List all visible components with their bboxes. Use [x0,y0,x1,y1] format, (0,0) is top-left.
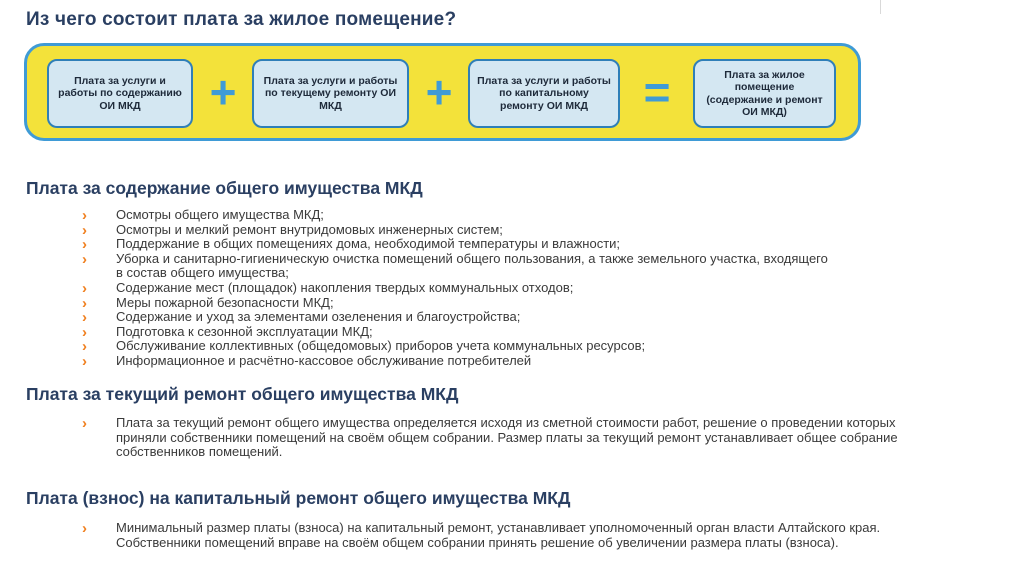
list-item: › Минимальный размер платы (взноса) на капитальный ремонт, устанавливает уполномоченный орган власти Алтайского края. Собственники помещений вправе на своём общем собрании принять решение об увеличении размера платы (взноса). [82,520,881,550]
list-item: › Содержание и уход за элементами озеленения и благоустройства; [82,309,521,327]
section-heading-maintenance: Плата за содержание общего имущества МКД [26,178,423,198]
formula-box-current-repair: Плата за услуги и работы по текущему ремонту ОИ МКД [252,59,409,128]
section-heading-capital-repair: Плата (взнос) на капитальный ремонт общего имущества МКД [26,488,571,508]
chevron-right-icon: › [82,352,87,370]
chevron-right-icon: › [82,309,87,327]
chevron-right-icon: › [82,415,87,432]
plus-icon: + [425,66,453,118]
chevron-right-icon: › [82,323,87,341]
list-item: › Меры пожарной безопасности МКД; [82,294,334,312]
chevron-right-icon: › [82,221,87,239]
maintenance-list [82,208,836,369]
list-item: › Информационное и расчётно-кассовое обслуживание потребителей [82,352,532,370]
list-item: › Уборка и санитарно-гигиеническую очистка помещений общего пользования, а также земельного участка, входящего в состав общего имущества; [82,250,828,281]
section-heading-current-repair: Плата за текущий ремонт общего имущества МКД [26,384,459,404]
list-item: › Поддержание в общих помещениях дома, необходимой температуры и влажности; [82,236,621,254]
page-title: Из чего состоит плата за жилое помещение? [26,9,457,30]
formula-box-total-fee: Плата за жилое помещение (содержание и ремонт ОИ МКД) [693,59,836,128]
capital-repair-list [82,521,906,550]
list-item: › Осмотры общего имущества МКД; [82,207,324,224]
chevron-right-icon: › [82,207,87,224]
chevron-right-icon: › [82,520,87,537]
top-divider [880,0,881,14]
chevron-right-icon: › [82,294,87,312]
list-item: › Обслуживание коллективных (общедомовых) приборов учета коммунальных ресурсов; [82,338,646,356]
chevron-right-icon: › [82,279,87,297]
current-repair-list [82,416,906,460]
list-item: › Плата за текущий ремонт общего имущества определяется исходя из сметной стоимости работ, решение о проведении которых приняли собственники помещений на своём общем собрании. Размер платы за текущий ремонт устанавливает общее собрание собственников помещений. [82,415,898,460]
plus-icon: + [209,66,237,118]
equals-icon: = [643,66,671,118]
chevron-right-icon: › [82,250,87,268]
chevron-right-icon: › [82,236,87,254]
list-item: › Подготовка к сезонной эксплуатации МКД; [82,323,373,341]
chevron-right-icon: › [82,338,87,356]
list-item: › Содержание мест (площадок) накопления твердых коммунальных отходов; [82,279,574,297]
list-item: › Осмотры и мелкий ремонт внутридомовых инженерных систем; [82,221,503,239]
formula-box-maintenance: Плата за услуги и работы по содержанию ОИ МКД [47,59,193,128]
fee-formula-panel [24,43,861,141]
formula-box-capital-repair: Плата за услуги и работы по капитальному ремонту ОИ МКД [468,59,620,128]
